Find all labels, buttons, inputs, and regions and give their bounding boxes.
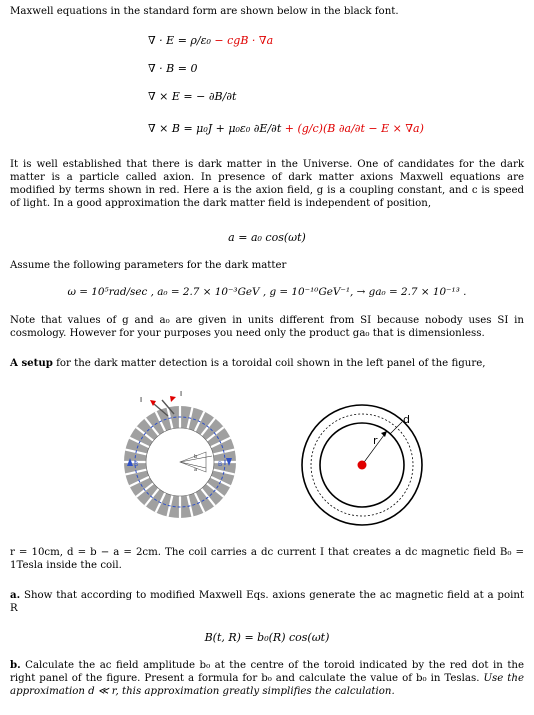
toroid-coil-figure [110, 382, 250, 522]
center-red-dot [358, 461, 367, 470]
equation-ampere-red: + (g/c)(B ∂a/∂t − E × ∇a) [281, 122, 424, 135]
paragraph-axion-intro: It is well established that there is dark matter in the Universe. One of candidates for the dark matter is a particle called axion. In presence of dark matter axions Maxwell equations are modified by terms shown in red. Here a is the axion field, g is a coupling constant, and c is speed of light. In a good approximation the dark matter field is independent of position, [10, 159, 524, 209]
paragraph-dimensions: r = 10cm, d = b − a = 2cm. The coil carries a dc current I that creates a dc magnetic field B₀ = 1Tesla inside the coil. [10, 547, 524, 571]
paragraph-parameters-intro: Assume the following parameters for the dark matter [10, 260, 287, 271]
label-current-out: I [180, 390, 183, 398]
label-width: d [403, 413, 410, 426]
equation-gauss-black: ∇ · E = ρ/ε₀ [148, 34, 211, 47]
equation-axion-field: a = a₀ cos(ωt) [228, 231, 306, 244]
label-current-in: I [140, 396, 143, 404]
equation-faraday: ∇ × E = − ∂B/∂t [148, 90, 237, 103]
width-line [390, 422, 402, 434]
label-radius: r [373, 434, 378, 447]
label-field-left: B [134, 461, 139, 468]
setup-bold: A setup [10, 357, 53, 369]
paragraph-units-note: Note that values of g and a₀ are given in units different from SI because nobody uses SI in cosmology. However for your purposes you need only the product ga₀ that is dimensionless. [10, 315, 524, 339]
question-a [10, 589, 524, 615]
label-inner-b: b [194, 454, 198, 460]
parameter-values: ω = 10⁵rad/sec , a₀ = 2.7 × 10⁻³GeV , g = 10⁻¹⁰GeV⁻¹, → ga₀ = 2.7 × 10⁻¹³ . [67, 286, 467, 298]
label-field-right: B [218, 461, 223, 468]
question-a-label: a. [10, 589, 21, 601]
equation-gauss-red: − cgB · ∇a [210, 34, 274, 47]
question-b-hint: Use the approximation d ≪ r, this approximation greatly simplifies the calculation. [10, 673, 524, 697]
current-arrow-out [170, 396, 176, 402]
question-b-text: Calculate the ac field amplitude b₀ at the centre of the toroid indicated by the red dot in the right panel of the figure. Present a formula for b₀ and calculate the value of b₀ in Teslas. [10, 660, 524, 684]
paragraph-setup [10, 357, 524, 370]
radius-arrowhead [381, 431, 387, 437]
intro-text: Maxwell equations in the standard form are shown below in the black font. [10, 6, 399, 17]
question-a-text: Show that according to modified Maxwell Eqs. axions generate the ac magnetic field at a point R [10, 590, 524, 614]
equation-ampere-black: ∇ × B = μ₀J + μ₀ε₀ ∂E/∂t [148, 122, 282, 135]
equation-no-monopole: ∇ · B = 0 [148, 62, 198, 75]
label-inner-a: a [194, 467, 198, 473]
toroid-cross-section-figure [295, 392, 430, 527]
question-b-label: b. [10, 659, 21, 671]
equation-gauss [148, 34, 273, 48]
equation-ac-field: B(t, R) = b₀(R) cos(ωt) [204, 631, 330, 644]
equation-ampere [148, 122, 424, 136]
setup-text: for the dark matter detection is a toroidal coil shown in the left panel of the figure, [52, 358, 486, 369]
question-b [10, 659, 524, 698]
